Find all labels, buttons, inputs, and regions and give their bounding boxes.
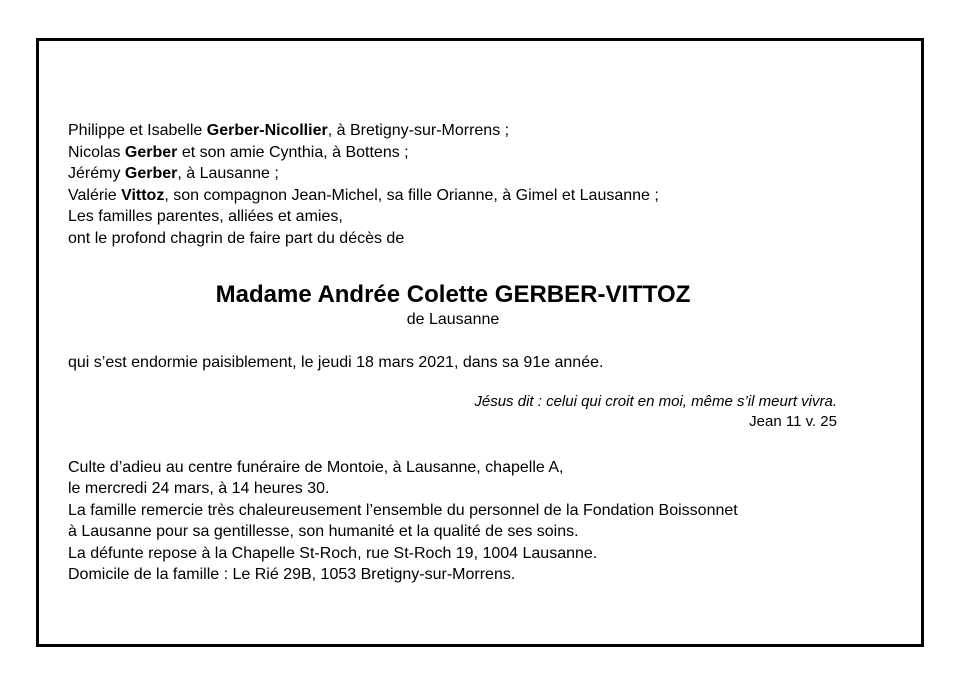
bible-quote	[68, 392, 837, 432]
deceased-origin: de Lausanne	[406, 311, 500, 328]
family-line: Valérie Vittoz, son compagnon Jean-Michel, sa fille Orianne, à Gimel et Lausanne ;	[68, 186, 659, 204]
family-surname: Vittoz	[121, 186, 165, 204]
service-details	[68, 457, 838, 586]
relatives-line: Les familles parentes, alliées et amies,	[68, 208, 343, 225]
family-surname: Gerber	[124, 165, 178, 182]
death-line: qui s’est endormie paisiblement, le jeudi 18 mars 2021, dans sa 91e année.	[68, 354, 604, 371]
family-line: Jérémy Gerber, à Lausanne ;	[68, 165, 279, 182]
family-surname: Gerber	[124, 143, 178, 161]
announcement-line: ont le profond chagrin de faire part du décès de	[68, 229, 405, 247]
family-line: Philippe et Isabelle Gerber-Nicollier, à Bretigny-sur-Morrens ;	[68, 122, 510, 139]
service-line: La famille remercie très chaleureusement l’ensemble du personnel de la Fondation Boissonnet	[68, 501, 738, 519]
family-line: Nicolas Gerber et son amie Cynthia, à Bottens ;	[68, 143, 409, 161]
family-surname: Gerber-Nicollier	[206, 122, 328, 139]
service-line: La défunte repose à la Chapelle St-Roch, rue St-Roch 19, 1004 Lausanne.	[68, 544, 598, 562]
service-line: Domicile de la famille : Le Rié 29B, 1053 Bretigny-sur-Morrens.	[68, 566, 516, 583]
quote-reference: Jean 11 v. 25	[749, 412, 837, 430]
deceased-name: Madame Andrée Colette GERBER-VITTOZ	[215, 281, 691, 308]
service-line: à Lausanne pour sa gentillesse, son humanité et la qualité de ses soins.	[68, 523, 579, 540]
quote-text: Jésus dit : celui qui croit en moi, même s’il meurt vivra.	[474, 392, 837, 410]
service-line: le mercredi 24 mars, à 14 heures 30.	[68, 480, 330, 497]
service-line: Culte d’adieu au centre funéraire de Montoie, à Lausanne, chapelle A,	[68, 458, 564, 476]
obituary-notice	[68, 120, 838, 586]
